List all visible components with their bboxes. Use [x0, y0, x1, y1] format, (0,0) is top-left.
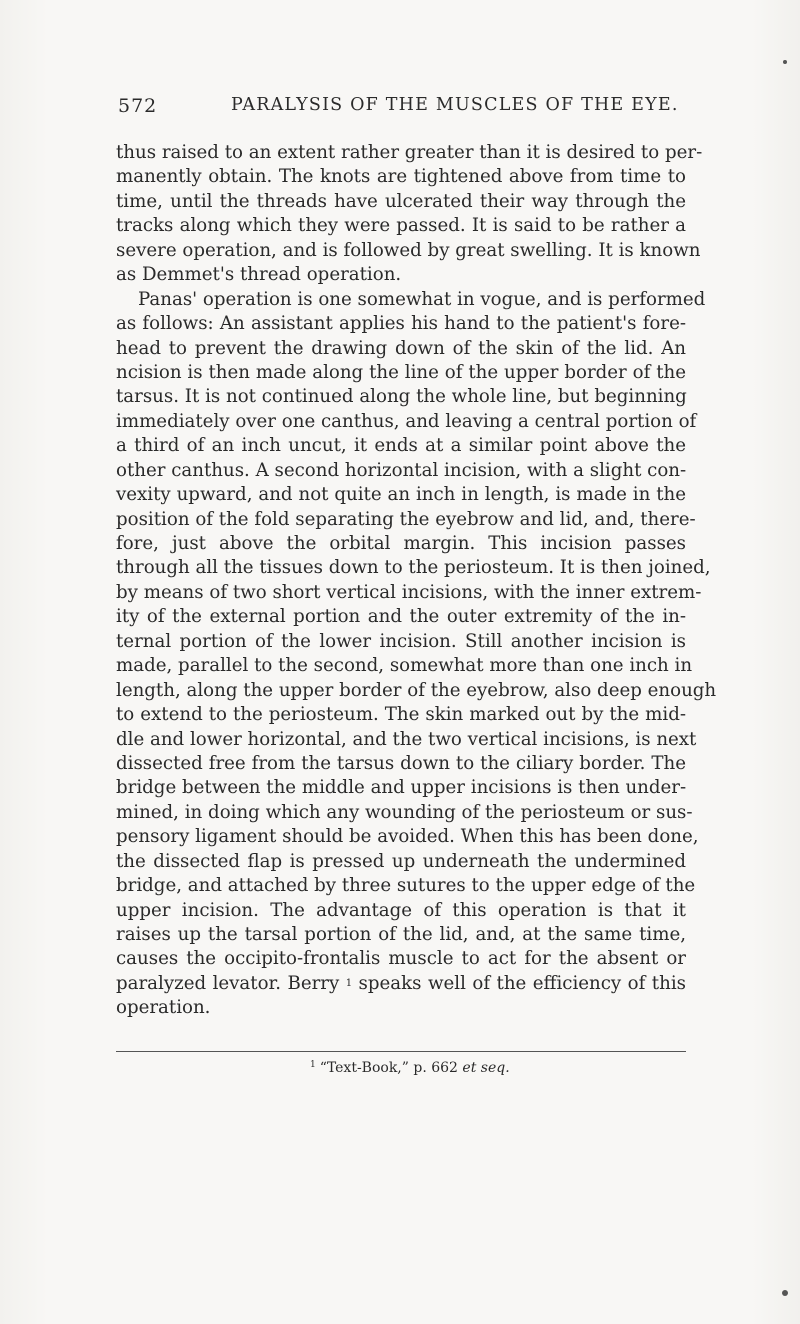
text-line: upper incision. The advantage of this operation is that it	[116, 899, 686, 921]
text-line: immediately over one canthus, and leaving a central portion of	[116, 410, 697, 432]
footnote-reference[interactable]: 1	[345, 977, 353, 989]
text-line: as Demmet's thread operation.	[116, 264, 402, 286]
running-head	[118, 95, 678, 119]
text-line: mined, in doing which any wounding of the periosteum or sus-	[116, 801, 693, 823]
text-line: manently obtain. The knots are tightened above from time to	[116, 166, 686, 188]
text-line: vexity upward, and not quite an inch in length, is made in the	[116, 484, 686, 506]
running-title: PARALYSIS OF THE MUSCLES OF THE EYE.	[231, 95, 679, 115]
footnote-divider	[116, 1051, 686, 1052]
text-line: fore, just above the orbital margin. This incision passes	[116, 533, 686, 554]
footnote-italic: et seq.	[462, 1060, 510, 1076]
text-line: severe operation, and is followed by great swelling. It is known	[116, 239, 701, 261]
text-line: operation.	[116, 997, 211, 1019]
text-line: ncision is then made along the line of the upper border of the	[116, 361, 686, 383]
text-line: raises up the tarsal portion of the lid, and, at the same time,	[116, 924, 686, 945]
text-line: bridge between the middle and upper incisions is then under-	[116, 777, 687, 799]
text-line: by means of two short vertical incisions, with the inner extrem-	[116, 581, 702, 603]
text-line: head to prevent the drawing down of the skin of the lid. An	[116, 337, 686, 359]
paper-speck	[783, 60, 787, 64]
text-line: ternal portion of the lower incision. Still another incision is	[116, 630, 686, 652]
footnote-text: “Text-Book,” p. 662	[319, 1060, 463, 1076]
text-line: made, parallel to the second, somewhat more than one inch in	[116, 655, 693, 677]
paragraph-start-line: Panas' operation is one somewhat in vogue, and is performed	[138, 288, 706, 310]
text-line: dissected free from the tarsus down to the ciliary border. The	[116, 752, 686, 774]
text-line: causes the occipito-frontalis muscle to act for the absent or	[116, 948, 686, 970]
text-segment: paralyzed levator. Berry	[116, 972, 340, 994]
text-line: position of the fold separating the eyebrow and lid, and, there-	[116, 508, 696, 530]
footnote	[310, 1060, 510, 1076]
text-line: a third of an inch uncut, it ends at a similar point above the	[116, 435, 686, 457]
text-line: dle and lower horizontal, and the two vertical incisions, is next	[116, 728, 697, 750]
text-line: as follows: An assistant applies his hand to the patient's fore-	[116, 313, 686, 335]
text-line: bridge, and attached by three sutures to the upper edge of the	[116, 875, 696, 897]
text-line: tarsus. It is not continued along the whole line, but beginning	[116, 386, 687, 408]
page-number: 572	[118, 95, 158, 117]
text-line: through all the tissues down to the periosteum. It is then joined,	[116, 557, 711, 579]
paper-speck	[782, 1290, 788, 1296]
text-line: ity of the external portion and the outer extremity of the in-	[116, 606, 686, 628]
text-segment: speaks well of the efficiency of this	[352, 972, 686, 994]
text-line: the dissected flap is pressed up underneath the undermined	[116, 850, 686, 872]
text-line: length, along the upper border of the eyebrow, also deep enough	[116, 679, 717, 701]
text-line: tracks along which they were passed. It is said to be rather a	[116, 215, 686, 237]
text-line-with-footnote-ref	[116, 972, 686, 996]
footnote-marker: 1	[310, 1060, 316, 1070]
text-line: time, until the threads have ulcerated their way through the	[116, 190, 686, 212]
body-text	[116, 141, 717, 1021]
text-line: thus raised to an extent rather greater than it is desired to per-	[116, 142, 703, 163]
text-line: other canthus. A second horizontal incision, with a slight con-	[116, 459, 687, 481]
text-line: pensory ligament should be avoided. When this has been done,	[116, 826, 699, 848]
text-line: to extend to the periosteum. The skin marked out by the mid-	[116, 704, 686, 726]
